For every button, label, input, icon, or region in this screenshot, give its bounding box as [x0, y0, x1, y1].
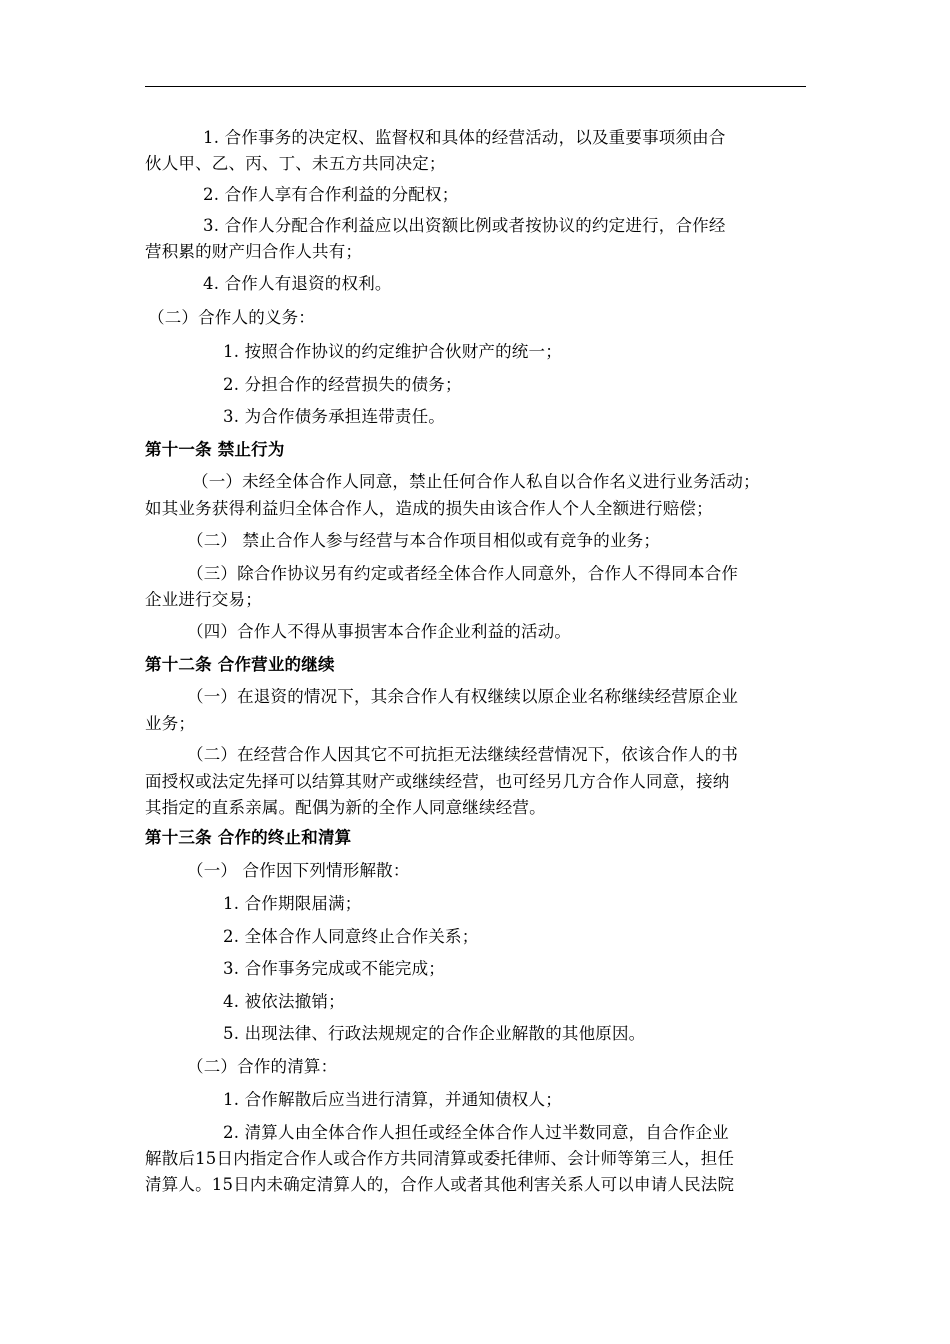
article-heading: 第十二条 合作营业的继续 — [145, 655, 335, 674]
text-line: 2. 清算人由全体合作人担任或经全体合作人过半数同意，自合作企业 — [223, 1123, 729, 1142]
text-line: 面授权或法定先择可以结算其财产或继续经营，也可经另几方合作人同意，接纳 — [145, 772, 730, 791]
text-line: 解散后15日内指定合作人或合作方共同清算或委托律师、会计师等第三人，担任 — [145, 1149, 735, 1168]
text-line: （三）除合作协议另有约定或者经全体合作人同意外，合作人不得同本合作 — [187, 564, 739, 583]
text-line: 3. 合作事务完成或不能完成； — [223, 959, 445, 978]
text-line: 5. 出现法律、行政法规规定的合作企业解散的其他原因。 — [223, 1024, 646, 1043]
article-heading: 第十一条 禁止行为 — [145, 440, 285, 459]
text-line: 业务； — [145, 714, 196, 733]
text-line: 3. 合作人分配合作利益应以出资额比例或者按协议的约定进行，合作经 — [203, 216, 726, 235]
text-line: 1. 按照合作协议的约定维护合伙财产的统一； — [223, 342, 562, 361]
text-line: 4. 合作人有退资的权利。 — [203, 274, 392, 293]
text-line: 2. 分担合作的经营损失的债务； — [223, 375, 462, 394]
text-line: 企业进行交易； — [145, 590, 262, 609]
text-line: （一）在退资的情况下，其余合作人有权继续以原企业名称继续经营原企业 — [187, 687, 739, 706]
text-line: 2. 合作人享有合作利益的分配权； — [203, 185, 459, 204]
text-line: 2. 全体合作人同意终止合作关系； — [223, 927, 479, 946]
header-rule — [145, 86, 806, 87]
text-line: （二） 禁止合作人参与经营与本合作项目相似或有竞争的业务； — [187, 531, 661, 550]
text-line: 清算人。15日内未确定清算人的，合作人或者其他利害关系人可以申请人民法院 — [145, 1175, 735, 1194]
text-line: 3. 为合作债务承担连带责任。 — [223, 407, 445, 426]
text-line: 1. 合作解散后应当进行清算，并通知债权人； — [223, 1090, 562, 1109]
section-heading: （二）合作人的义务： — [148, 308, 315, 327]
text-line: （一）未经全体合作人同意，禁止任何合作人私自以合作名义进行业务活动； — [192, 472, 760, 491]
text-line: 其指定的直系亲属。配偶为新的全作人同意继续经营。 — [145, 798, 546, 817]
text-line: 1. 合作期限届满； — [223, 894, 362, 913]
text-line: （四）合作人不得从事损害本合作企业利益的活动。 — [187, 622, 572, 641]
text-line: （二）合作的清算： — [187, 1057, 338, 1076]
text-line: 如其业务获得利益归全体合作人，造成的损失由该合作人个人全额进行赔偿； — [145, 499, 713, 518]
article-heading: 第十三条 合作的终止和清算 — [145, 828, 352, 847]
text-line: 营积累的财产归合作人共有； — [145, 242, 363, 261]
text-line: 4. 被依法撤销； — [223, 992, 345, 1011]
text-line: 1. 合作事务的决定权、监督权和具体的经营活动，以及重要事项须由合 — [203, 128, 726, 147]
text-line: （一） 合作因下列情形解散： — [187, 861, 410, 880]
text-line: 伙人甲、乙、丙、丁、未五方共同决定； — [145, 154, 446, 173]
text-line: （二）在经营合作人因其它不可抗拒无法继续经营情况下，依该合作人的书 — [187, 745, 739, 764]
